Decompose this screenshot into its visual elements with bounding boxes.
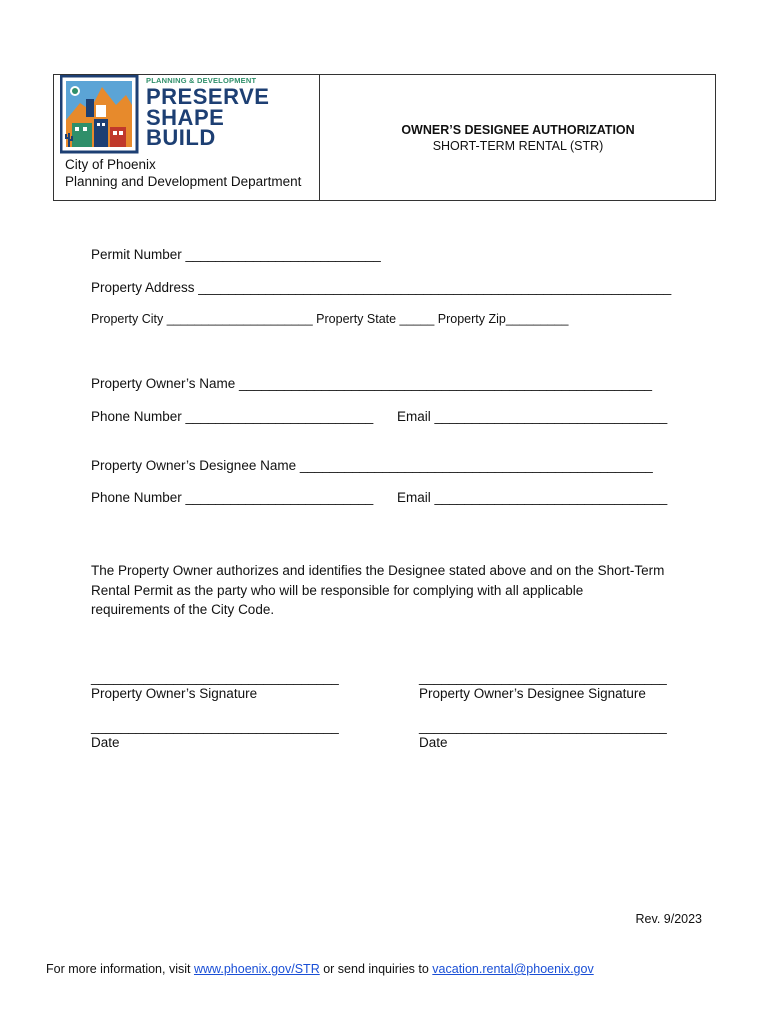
logo-word-build: BUILD — [146, 125, 216, 150]
revision-date: Rev. 9/2023 — [635, 912, 702, 926]
statement-line: requirements of the City Code. — [91, 602, 275, 617]
str-website-link[interactable]: www.phoenix.gov/STR — [193, 962, 320, 976]
designee-email-field[interactable]: Email _______________________________ — [397, 490, 668, 505]
logo-word-preserve: PRESERVE — [146, 84, 270, 109]
designee-name-field[interactable]: Property Owner’s Designee Name _______________________________________________ — [91, 458, 653, 473]
authorization-statement — [91, 561, 691, 620]
form-subtitle: SHORT-TERM RENTAL (STR) — [432, 139, 604, 153]
vacation-rental-email-link[interactable]: vacation.rental@phoenix.gov — [432, 962, 594, 976]
designee-signature-line[interactable]: _________________________________ — [419, 670, 667, 685]
property-address-field[interactable]: Property Address _______________________________________________________________ — [91, 280, 672, 295]
designee-date-label: Date — [419, 735, 448, 750]
statement-line: The Property Owner authorizes and identifies the Designee stated above and on the Short-Term — [91, 563, 665, 578]
owner-date-label: Date — [91, 735, 120, 750]
form-title: OWNER’S DESIGNEE AUTHORIZATION — [401, 123, 635, 137]
header-divider — [319, 74, 320, 201]
owner-phone-field[interactable]: Phone Number _________________________ — [91, 409, 374, 424]
designee-phone-field[interactable]: Phone Number _________________________ — [91, 490, 374, 505]
owner-signature-line[interactable]: _________________________________ — [91, 670, 339, 685]
logo-word-shape: SHAPE — [146, 105, 225, 130]
org-city: City of Phoenix — [65, 157, 156, 172]
logo-emblem-icon — [60, 75, 140, 155]
owner-signature-label: Property Owner’s Signature — [91, 686, 258, 701]
logo-tagline: PLANNING & DEVELOPMENT — [146, 76, 257, 85]
designee-date-line[interactable]: _________________________________ — [419, 719, 667, 734]
statement-line: Rental Permit as the party who will be responsible for complying with all applicable — [91, 582, 584, 598]
footer-prefix: For more information, visit — [46, 962, 194, 976]
footer-middle: or send inquiries to — [319, 962, 433, 976]
property-city-state-zip-field[interactable]: Property City _____________________ Property State _____ Property Zip_________ — [91, 312, 569, 326]
footer — [46, 962, 594, 976]
permit-number-field[interactable]: Permit Number __________________________ — [91, 247, 381, 262]
owner-email-field[interactable]: Email _______________________________ — [397, 409, 668, 424]
owner-date-line[interactable]: _________________________________ — [91, 719, 339, 734]
owner-name-field[interactable]: Property Owner’s Name _______________________________________________________ — [91, 376, 652, 391]
logo — [60, 75, 270, 155]
org-department: Planning and Development Department — [65, 174, 302, 189]
designee-signature-label: Property Owner’s Designee Signature — [419, 686, 646, 701]
